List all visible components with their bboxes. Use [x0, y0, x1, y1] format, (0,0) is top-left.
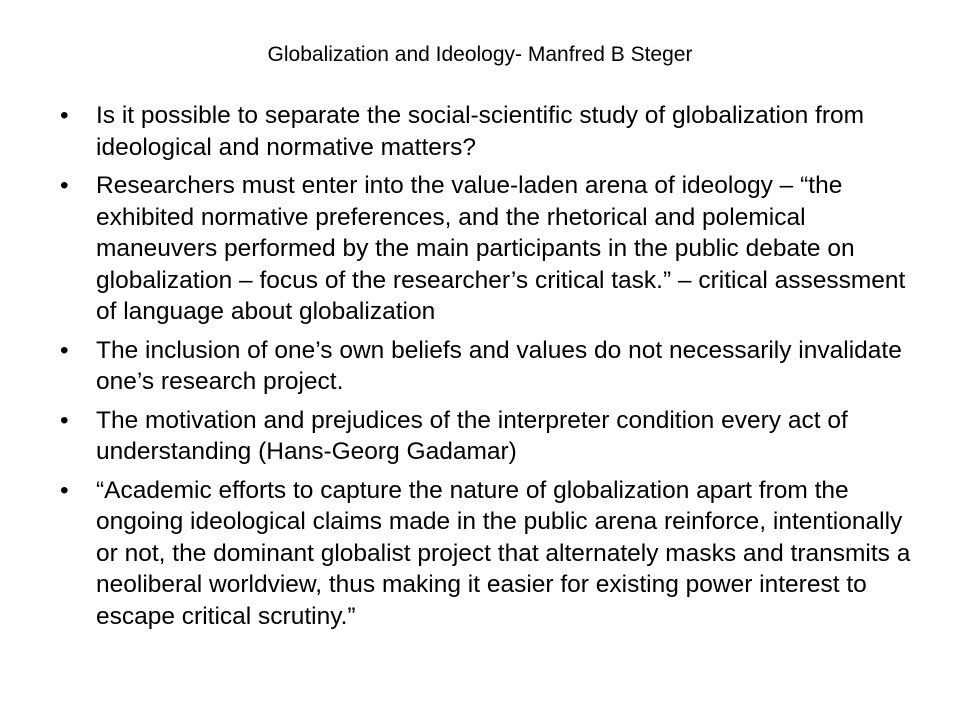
bullet-item	[60, 100, 920, 163]
bullet-marker: •	[60, 172, 69, 199]
bullet-item	[60, 170, 920, 328]
bullet-text: Is it possible to separate the social-scientific study of globalization from ideological and normative matters?	[96, 102, 865, 161]
bullet-text: “Academic efforts to capture the nature of globalization apart from the ongoing ideological claims made in the public arena reinforce, intentionally or not, the dominant globalist project that alternately masks and transmits a neoliberal worldview, thus making it easier for existing power interest to escape critical scrutiny.”	[96, 476, 911, 630]
bullet-marker: •	[60, 406, 69, 434]
bullet-text: The inclusion of one’s own beliefs and values do not necessarily invalidate one’s research project.	[96, 336, 902, 395]
bullet-item	[60, 405, 920, 468]
bullet-text: Researchers must enter into the value-laden arena of ideology – “the exhibited normative preferences, and the rhetorical and polemical maneuvers performed by the main participants in the public debate on globalization – focus of the researcher’s critical task.” – critical assessment of language about globalization	[96, 172, 906, 325]
bullet-item	[60, 335, 920, 398]
bullet-list	[60, 100, 920, 639]
bullet-marker: •	[60, 336, 69, 364]
bullet-marker: •	[60, 476, 69, 504]
bullet-text: The motivation and prejudices of the interpreter condition every act of understanding (Hans-Georg Gadamar)	[96, 406, 848, 465]
bullet-marker: •	[60, 102, 69, 129]
slide-title: Globalization and Ideology- Manfred B Steger	[267, 43, 693, 66]
bullet-item	[60, 475, 920, 633]
